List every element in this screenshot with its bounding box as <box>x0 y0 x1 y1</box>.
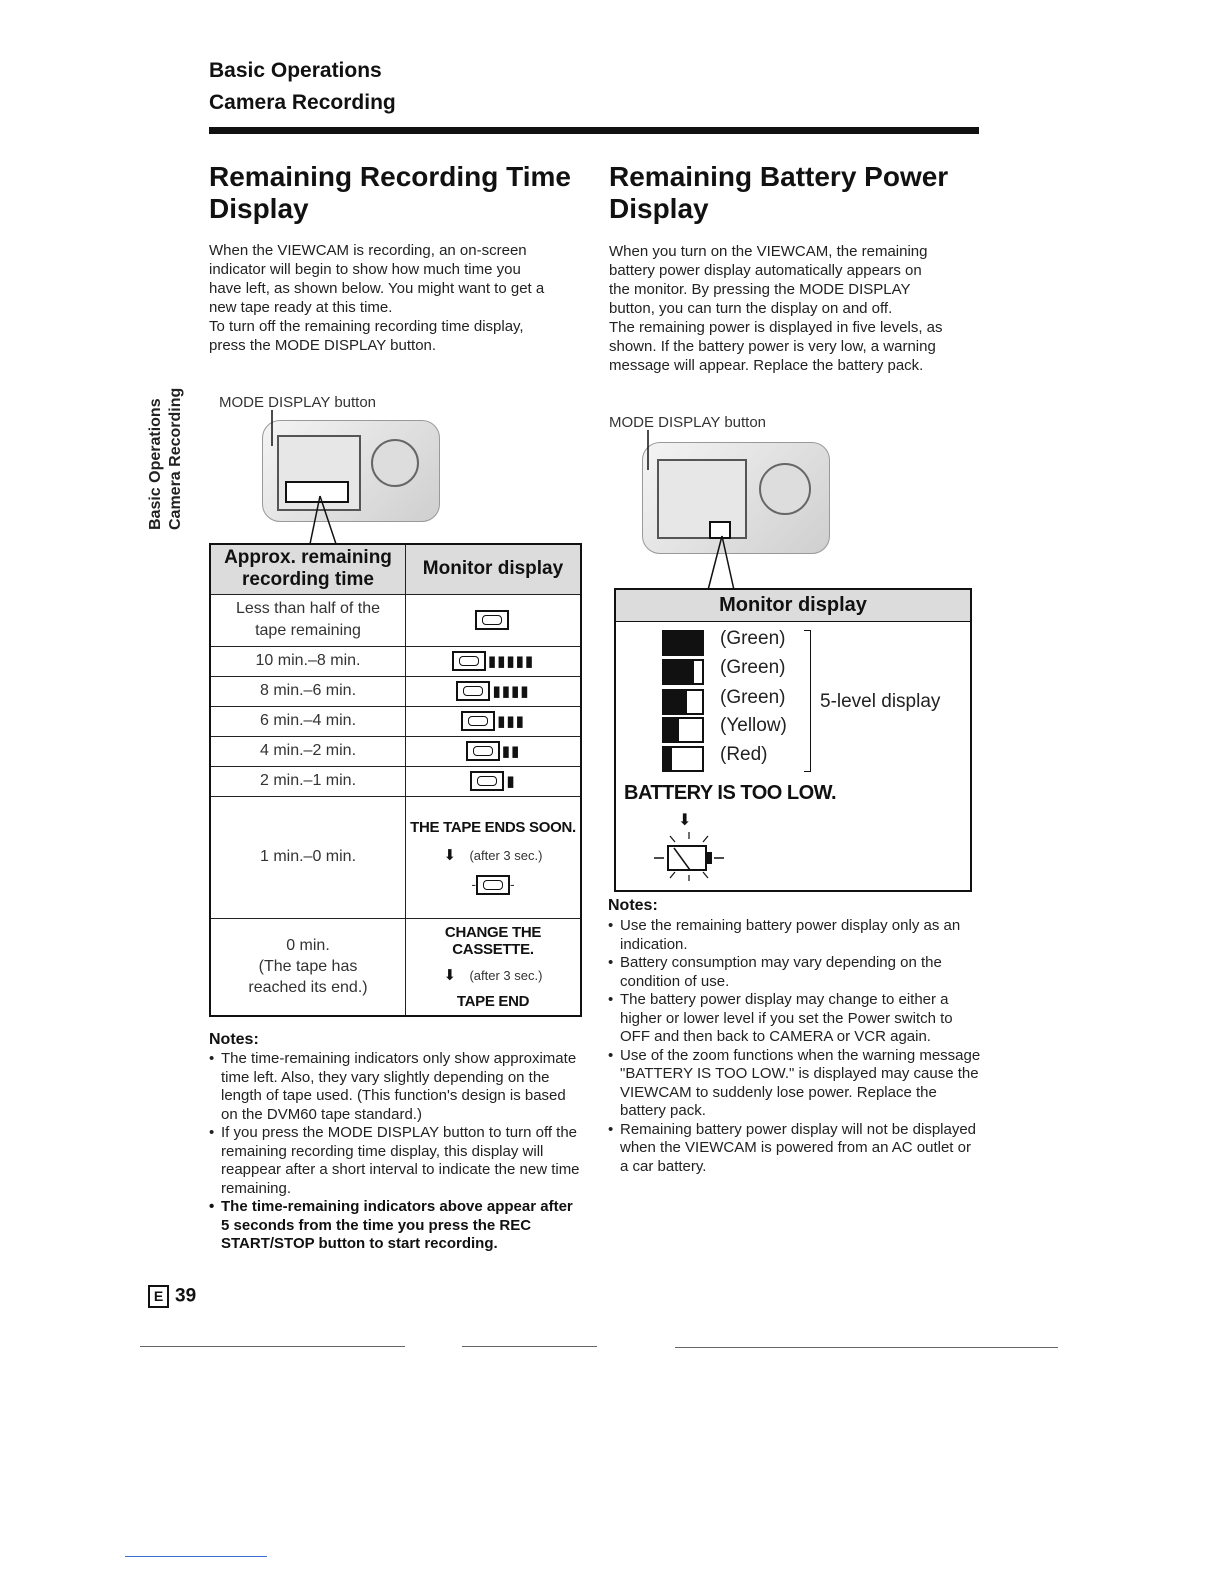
right-intro-line: message will appear. Replace the battery pack. <box>609 357 924 374</box>
battery-monitor-box <box>614 588 972 892</box>
blinking-battery-icon <box>650 830 730 882</box>
monitor-cell <box>406 706 582 736</box>
monitor-cell <box>406 676 582 706</box>
blinking-tape-icon <box>476 875 510 895</box>
camcorder-viewfinder <box>759 463 811 515</box>
note-item: • If you press the MODE DISPLAY button to turn off the remaining recording time display, this display will reappear after a short interval to indicate the new time remaining. <box>209 1124 581 1198</box>
divider <box>140 1346 405 1347</box>
time-cell-line: Less than half of the <box>235 600 381 617</box>
down-arrow-icon: ⬇ <box>443 966 457 984</box>
tape-icon <box>470 771 504 791</box>
monitor-cell <box>406 766 582 796</box>
side-tab-line2: Camera Recording <box>167 387 184 530</box>
after-delay-label: (after 3 sec.) <box>469 967 543 983</box>
monitor-cell <box>406 736 582 766</box>
time-cell: 2 min.–1 min. <box>210 766 406 796</box>
time-cell: 8 min.–6 min. <box>210 676 406 706</box>
right-intro <box>609 242 989 375</box>
table-row <box>210 766 581 796</box>
time-cell-line: reached its end.) <box>248 979 368 997</box>
left-intro-line: have left, as shown below. You might want to get a <box>209 280 545 297</box>
down-arrow-icon: ⬇ <box>443 847 457 864</box>
change-cassette-warning: CHANGE THE CASSETTE. <box>444 923 542 958</box>
right-intro-line: button, you can turn the display on and off. <box>609 300 893 317</box>
tape-icon <box>461 711 495 731</box>
tape-icon <box>456 681 490 701</box>
battery-monitor-header: Monitor display <box>616 590 970 622</box>
divider <box>675 1347 1058 1348</box>
col-header-monitor: Monitor display <box>406 544 582 594</box>
monitor-cell: THE TAPE ENDS SOON. ⬇ (after 3 sec.) - - <box>406 796 582 918</box>
page-number-value: 39 <box>175 1285 197 1307</box>
after-delay-label: (after 3 sec.) <box>469 848 543 863</box>
tape-bars: ▮▮ <box>501 743 521 760</box>
level-bracket <box>804 630 811 772</box>
battery-fill <box>664 632 702 654</box>
time-cell-line: (The tape has <box>258 958 358 976</box>
left-title-line2: Display <box>209 193 309 224</box>
note-item: • The battery power display may change to either a higher or lower level if you set the Power switch to OFF and then back to CAMERA or VCR again. <box>608 991 983 1047</box>
right-notes-list <box>608 917 983 1176</box>
divider <box>125 1556 267 1557</box>
tape-icon <box>475 610 509 630</box>
time-cell-line: 0 min. <box>286 937 330 955</box>
battery-low-warning: BATTERY IS TOO LOW. <box>624 782 836 804</box>
monitor-cell <box>406 918 582 1016</box>
battery-level-color: (Red) <box>720 744 768 765</box>
five-level-label: 5-level display <box>820 691 941 712</box>
time-cell: 10 min.–8 min. <box>210 646 406 676</box>
tape-end-label: TAPE END <box>456 992 530 1010</box>
time-cell-line: tape remaining <box>255 622 361 639</box>
header-rule <box>209 127 979 134</box>
right-intro-line: battery power display automatically appears on <box>609 262 922 279</box>
left-intro-line: press the MODE DISPLAY button. <box>209 337 437 354</box>
language-badge: E <box>148 1285 169 1308</box>
section-title: Basic Operations <box>209 59 382 82</box>
subsection-title: Camera Recording <box>209 91 396 114</box>
battery-level-color: (Yellow) <box>720 715 787 736</box>
battery-fill <box>664 748 672 770</box>
battery-level-icon <box>662 689 704 715</box>
battery-fill <box>664 719 679 741</box>
tape-bars: ▮ <box>506 773 516 790</box>
battery-level-color: (Green) <box>720 628 786 649</box>
left-notes-list <box>209 1050 581 1254</box>
note-item: • The time-remaining indicators only show approximate time left. Also, they vary slightly depending on the length of tape used. (This function's design is based on the DVM60 tape standard.) <box>209 1050 581 1124</box>
battery-level-icon <box>662 717 704 743</box>
tape-bars: ▮▮▮▮▮ <box>487 653 535 670</box>
col-header-time-line: Approx. remaining <box>224 547 392 569</box>
note-item: • Use of the zoom functions when the warning message "BATTERY IS TOO LOW." is displayed may cause the VIEWCAM to suddenly lose power. Replace the battery pack. <box>608 1047 983 1121</box>
table-row <box>210 736 581 766</box>
right-intro-line: The remaining power is displayed in five levels, as <box>609 319 943 336</box>
table-row <box>210 918 581 1016</box>
tape-icon <box>452 651 486 671</box>
table-row <box>210 706 581 736</box>
callout-lines <box>258 410 358 550</box>
right-title-line2: Display <box>609 193 709 224</box>
time-cell <box>210 918 406 1016</box>
left-button-caption: MODE DISPLAY button <box>219 394 377 411</box>
monitor-cell <box>406 594 582 646</box>
battery-level-icon <box>662 630 704 656</box>
tape-ends-soon-warning: THE TAPE ENDS SOON. <box>410 819 576 836</box>
left-intro-line: new tape ready at this time. <box>209 299 393 316</box>
left-intro-line: indicator will begin to show how much time you <box>209 261 521 278</box>
table-row <box>210 646 581 676</box>
note-item-bold: • The time-remaining indicators above appear after 5 seconds from the time you press the REC START/STOP button to start recording. <box>209 1198 581 1254</box>
down-arrow-icon: ⬇ <box>678 812 692 829</box>
table-row <box>210 594 581 646</box>
time-cell: 4 min.–2 min. <box>210 736 406 766</box>
left-intro-line: When the VIEWCAM is recording, an on-screen <box>209 242 527 259</box>
monitor-cell <box>406 646 582 676</box>
side-tab-line1: Basic Operations <box>147 398 164 530</box>
left-notes-title: Notes: <box>209 1031 259 1048</box>
time-cell: 6 min.–4 min. <box>210 706 406 736</box>
battery-level-color: (Green) <box>720 657 786 678</box>
time-cell <box>210 594 406 646</box>
table-row <box>210 676 581 706</box>
tape-icon <box>466 741 500 761</box>
remaining-time-table <box>209 543 582 1017</box>
battery-level-color: (Green) <box>720 687 786 708</box>
time-cell: 1 min.–0 min. <box>210 796 406 918</box>
right-button-caption: MODE DISPLAY button <box>609 414 767 431</box>
right-intro-line: the monitor. By pressing the MODE DISPLAY <box>609 281 911 298</box>
table-row <box>210 796 581 918</box>
note-item: • Battery consumption may vary depending on the condition of use. <box>608 954 983 991</box>
battery-level-icon <box>662 659 704 685</box>
tape-bars: ▮▮▮ <box>497 713 525 730</box>
battery-fill <box>664 661 694 683</box>
left-intro <box>209 241 589 355</box>
right-title-line1: Remaining Battery Power <box>609 161 949 192</box>
page-number <box>148 1285 196 1308</box>
right-intro-line: shown. If the battery power is very low, a warning <box>609 338 936 355</box>
right-notes-title: Notes: <box>608 897 658 914</box>
callout-lines <box>640 430 760 592</box>
note-item: • Use the remaining battery power display only as an indication. <box>608 917 983 954</box>
note-item: • Remaining battery power display will not be displayed when the VIEWCAM is powered from an AC outlet or a car battery. <box>608 1121 983 1177</box>
side-tab <box>146 360 196 530</box>
right-intro-line: When you turn on the VIEWCAM, the remaining <box>609 243 928 260</box>
tape-bars: ▮▮▮▮ <box>492 683 530 700</box>
left-intro-line: To turn off the remaining recording time display, <box>209 318 524 335</box>
camcorder-viewfinder <box>371 439 419 487</box>
col-header-time <box>210 544 406 594</box>
divider <box>462 1346 597 1347</box>
battery-fill <box>664 691 687 713</box>
left-title-line1: Remaining Recording Time <box>209 161 571 192</box>
col-header-time-line: recording time <box>242 569 374 591</box>
battery-level-icon <box>662 746 704 772</box>
